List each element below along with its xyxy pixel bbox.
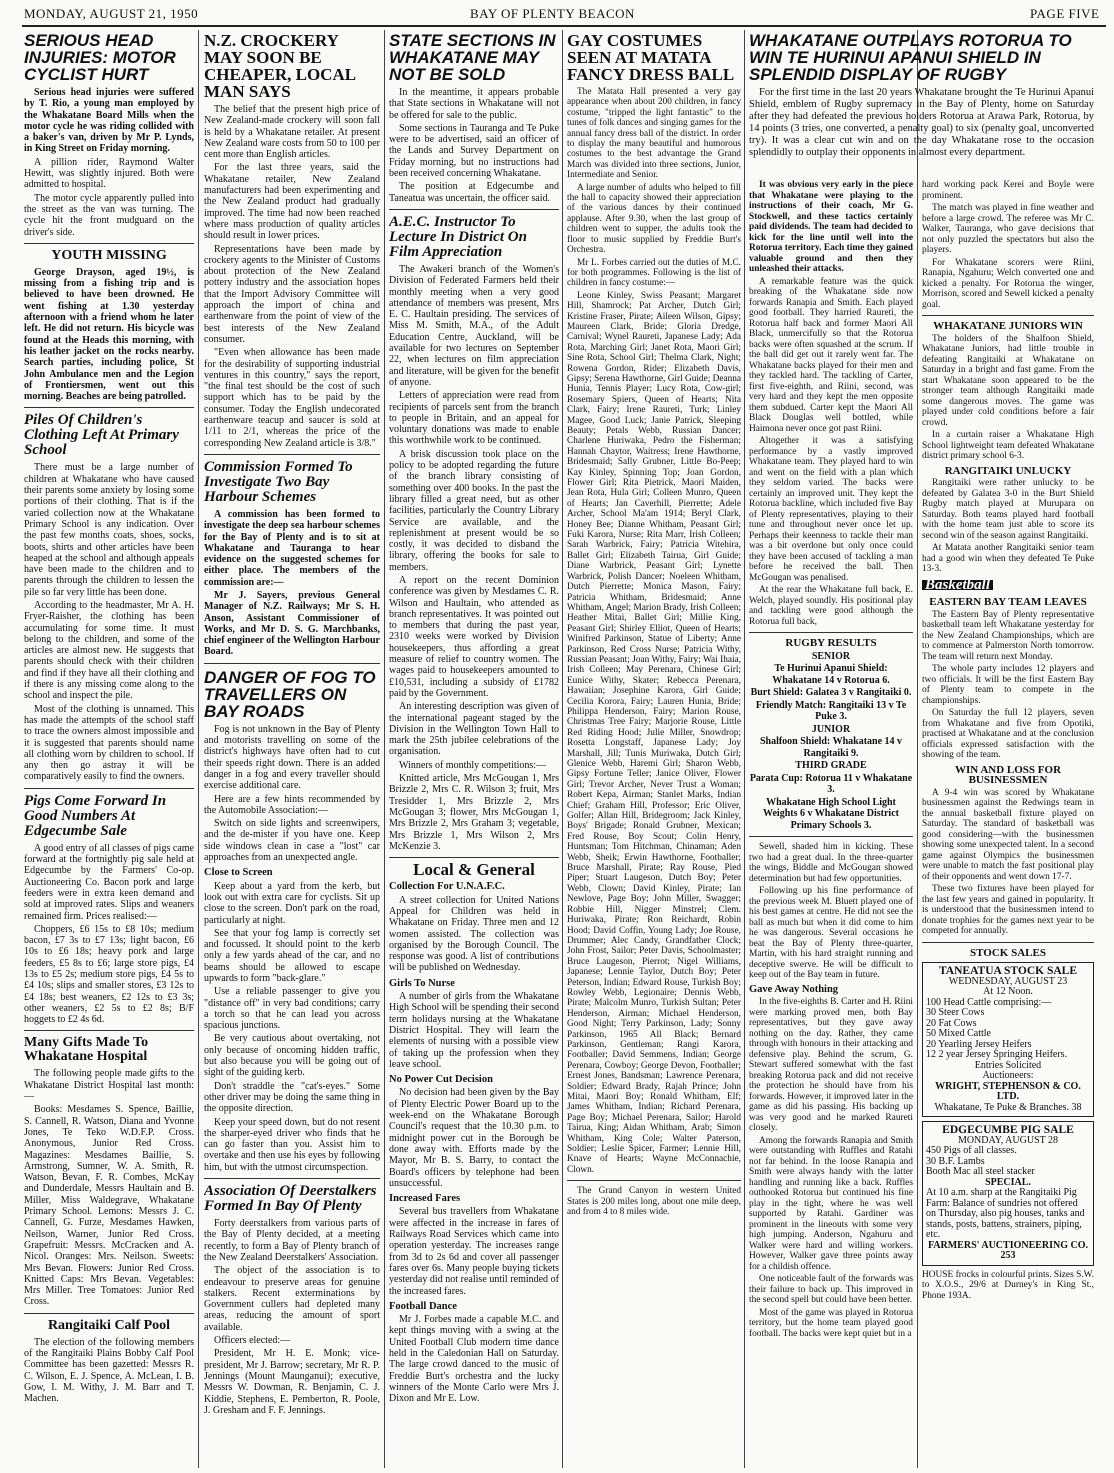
ad-company: FARMERS' AUCTIONEERING CO. 253	[927, 1239, 1089, 1261]
article-paragraph: A large number of adults who helped to fill the hall to capacity showed their appreciation of the various dances by their continued applause. After 9.30, when the last group of children went to supper, the adults took the floor to music supplied by Freddie Burt's Orchestra.	[567, 182, 741, 256]
article-paragraph: A report on the recent Dominion conference was given by Mesdames C. R. Wilson and Haultain, who attended as branch representatives. It was pointed out to members that during the past year, 2310 weeks were worked by Division housekeepers, thus affording a great measure of relief to country women. The wages paid to housekeepers amounted to £10,531, including a subsidy of £1782 paid by the Government.	[389, 574, 559, 699]
grade-label: THIRD GRADE	[795, 760, 867, 771]
article-separator	[204, 454, 380, 455]
article-paragraph: On Saturday the full 12 players, seven from Whakatane and five from Opotiki, practised at Whakatane and at the conclusion officials expressed satisfaction with the showing of the team.	[922, 708, 1094, 760]
article-paragraph: Knitted article, Mrs McGougan 1, Mrs Brizzle 2, Mrs C. R. Wilson 3; fruit, Mrs Tresidder 1, Mrs Brizzle 2, Mrs McGougan 3; flower, Mrs McGougan 1, Mrs Brizzle 2, Mrs Graham 3; vegetable, Mrs Brizzle 1, Mrs Wilson 2, Mrs McKenzie 3.	[389, 773, 559, 852]
article-paragraph: Altogether it was a satisfying performance by a vastly improved Whakatane team. They played hard to win and went on the field with a plan which they seldom varied. The backs were certainly an improved unit. They kept the Rotorua backline, which included five Bay of Plenty representatives, playing to their tune and throughout never once let up. Perhaps their keenness to tackle their man was a bit overdone but only once could they have been accused of tackling a man before he received the ball. Then McGougan was penalised.	[749, 436, 913, 583]
masthead	[0, 0, 1114, 22]
headline-harbour-commission: Commission Formed To Investigate Two Bay Harbour Schemes	[204, 458, 353, 505]
article-paragraph: In a curtain raiser a Whakatane High School lightweight team defeated Whakatane district primary school 6-3.	[922, 430, 1094, 461]
article-paragraph: Keep your speed down, but do not resent the sharper-eyed driver who finds that he can go faster than you. Assist him to overtake and then use his eyes by following him, but with the utmost circumspection.	[204, 1116, 380, 1173]
article-separator	[567, 1180, 741, 1181]
ad-entries: Entries Solicited	[974, 1059, 1042, 1071]
article-paragraph: At the rear the Whakatane full back, E. Welch, played soundly. His positional play and tackling were good although the Rotorua full back,	[749, 585, 913, 627]
issue-date: MONDAY, AUGUST 21, 1950	[24, 6, 199, 21]
article-separator	[24, 243, 194, 244]
article-paragraph: No decision had been given by the Bay of Plenty Electric Power Board up to the week-end on the Whakatane Borough Council's request that the 10.30 p.m. to midnight power cut in the Borough be done away with. Efforts made by the Mayor, Mr B. S. Barry, to contact the Board's officers by telephone had been unsuccessful.	[389, 1087, 559, 1189]
article-paragraph: Winners of monthly competitions:—	[399, 759, 547, 771]
headline-youth-missing: YOUTH MISSING	[51, 247, 167, 263]
masthead-rule	[22, 25, 1106, 27]
article-separator	[204, 1178, 380, 1179]
edgecumbe-pig-sale-ad	[922, 1121, 1094, 1266]
article-separator	[749, 632, 913, 633]
headline-hospital-gifts: Many Gifts Made To Whakatane Hospital	[24, 1035, 149, 1065]
article-paragraph: The position at Edgecumbe and Taneatua was uncertain, the officer said.	[389, 181, 559, 204]
article-paragraph: Forty deerstalkers from various parts of the Bay of Plenty decided, at a meeting recently, to form a Bay of Plenty branch of the New Zealand Deerstalkers' Association.	[204, 1218, 380, 1263]
article-paragraph: A commission has been formed to investigate the deep sea harbour schemes for the Bay of Plenty and is to sit at Whakatane and Tauranga to hear evidence on the suggested schemes for either place. The members of the commission are:—	[204, 508, 380, 588]
article-paragraph: The Awakeri branch of the Women's Division of Federated Farmers held their monthly meeting when a very good attendance of members was present, Mrs E. C. Haultain presiding. The services of Miss M. Smith, M.A., of the Adult Education Centre, Auckland, will be available for two lectures on September 22, when lectures on film appreciation and literature, will be given for the benefit of anyone.	[389, 263, 559, 388]
article-paragraph: One noticeable fault of the forwards was their failure to back up. This improved in the second spell but could have been better.	[749, 1274, 913, 1305]
ad-line: 20 Yearling Jersey Heifers	[926, 1038, 1032, 1050]
result-line: Burt Shield: Galatea 3 v Rangitaiki 0.	[750, 687, 912, 698]
article-separator	[204, 663, 380, 664]
article-separator	[922, 942, 1094, 943]
article-paragraph: A brisk discussion took place on the policy to be adopted regarding the future of the branch library consisting of something over 400 books. In the past the library filled a great need, but as other facilities, particularly the Country Library Service are available, and the replenishment at present would be so costly, it was decided to disband the library, offering the books for sale to members.	[389, 448, 559, 573]
headline-juniors-win: WHAKATANE JUNIORS WIN	[933, 320, 1083, 332]
article-paragraph: An interesting description was given of the international pageant staged by the Division in the Wellington Town Hall to mark the 25th jubilee celebrations of the organisation.	[389, 701, 559, 758]
grade-label: JUNIOR	[811, 723, 851, 735]
article-paragraph: Be very cautious about overtaking, not only because of oncoming hidden traffic, but also because you will be going out of sight of the guiding kerb.	[204, 1033, 380, 1079]
column-2	[204, 30, 380, 1468]
ad-special: SPECIAL.	[985, 1176, 1031, 1188]
article-paragraph: Serious head injuries were suffered by T. Rio, a young man employed by the Whakatane Board Mills when the motor cycle he was riding collided with a baker's van, driven by Mr P. Lynds, in King Street on Friday morning.	[24, 87, 194, 155]
article-paragraph: Books: Mesdames S. Spence, Baillie, S. Cannell, R. Watson, Diana and Yvonne Jones, Te Teko W.D.F.P. Cross. Anonymous, Junior Red Cross. Magazines: Mesdames Baillie, S. Armstrong, Sumner, W. A. Smith, R. Watson, Bevan, F. R. Combes, McKay and Dunderdale, Messrs Haultain and B. Miller, Miss Waldegrave, Whakatane Primary School. Lemons: Messrs J. C. Cannell, G. Furze, Mesdames Hawken, Neilson, Warner, Junior Red Cross. Grapefruit: Messrs. McCracken and A. Nicol. Oranges: Mrs. Neilson. Sweets: Mrs Bevan. Flowers: Junior Red Cross. Knitted Caps: Mrs Bevan. Vegetables: Mrs Miller. Tree Tomatoes: Junior Red Cross.	[24, 1104, 194, 1308]
classified-ad: HOUSE frocks in colourful prints. Sizes S.W. to X.O.S., 29/6 at Durney's in King St., Phone 193A.	[922, 1269, 1094, 1301]
article-paragraph: Here are a few hints recommended by the Automobile Association:—	[204, 793, 380, 816]
headline-state-sections: STATE SECTIONS IN WHAKATANE MAY NOT BE SOLD	[389, 31, 556, 84]
article-paragraph: The holders of the Shalfoon Shield, Whakatane Juniors, had little trouble in defeating Rangitaiki at Whakatane on Saturday in a bright and fast game. From the start Whakatane soon appeared to be the stronger team although Rangitaiki made some dangerous moves. The game was played under cold conditions before a fair crowd.	[922, 333, 1094, 428]
article-paragraph: President, Mr H. E. Monk; vice-president, Mr J. Barrow; secretary, Mr R. P. Jennings (Mount Maunganui); executive, Messrs W. Dowman, R. Benjamin, C. J. Kiddie, Stephens, E. Pemberton, R. Poole, J. Gresham and F. F. Jennings.	[204, 1348, 380, 1416]
rugby-lead: For the first time in the last 20 years Whakatane brought the Te Hurinui Apanui Shield, emblem of Rugby supremacy in the Bay of Plenty, home on Saturday after they had defeated the previous holders Rotorua at Arawa Park, Rotorua, by 14 points (3 tries, one converted, a penalty goal) to six (penalty goal, unconverted try). It was a clear cut win and on the day Whakatane rose to the occasion splendidly to outplay their opponents in almost every department.	[749, 87, 1094, 158]
article-paragraph: Mr J. Sayers, previous General Manager of N.Z. Railways; Mr S. H. Anson, Assistant Commissioner of Works, and Mr D. S. G. Marchbanks, chief engineer of the Wellington Harbour Board.	[204, 589, 380, 658]
headline-pigs-sale: Pigs Come Forward In Good Numbers At Edgecumbe Sale	[24, 792, 167, 839]
column-divider	[384, 30, 385, 1468]
result-line: Te Hurinui Apanui Shield: Whakatane 14 v Rotorua 6.	[772, 663, 890, 686]
ad-line: 450 Pigs of all classes.	[926, 1145, 1017, 1156]
article-paragraph: Mr J. Forbes made a capable M.C. and kept things moving with a swing at the United Football Club modern time dance held in the Caledonian Hall on Saturday. The large crowd danced to the music of Freddie Burt's orchestra and the lucky winners of the Monte Carlo were Mrs J. Dixon and Mr E. Low.	[389, 1314, 559, 1405]
rugby-results-title: RUGBY RESULTS	[785, 637, 877, 649]
subheading: Gave Away Nothing	[749, 983, 839, 995]
article-paragraph: Some sections in Tauranga and Te Puke were to be advertised, said an officer of the Lands and Survey Department on Friday morning, but no instructions had been received concerning Whakatane.	[389, 122, 559, 180]
article-paragraph: Use a reliable passenger to give you "distance off" in very bad conditions; carry a torch so that he can lead you across spacious junctions.	[204, 986, 380, 1032]
ad-company: WRIGHT, STEPHENSON & CO. LTD.	[935, 1080, 1081, 1102]
article-paragraph: The Matata Hall presented a very gay appearance when about 200 children, in fancy costume, "tripped the light fantastic" to the tunes of folk dances and singing games for the annual fancy dress ball of the district. In order to display the many beautiful and humorous costumes to the best advantage the Grand March was divided into three sections, Junior, Intermediate and Senior.	[567, 87, 741, 181]
grade-label: SENIOR	[811, 650, 851, 662]
article-paragraph: For Whakatane scorers were Riini, Ranapia, Ngahuru; Welch converted one and kicked a penalty. For Rotorua the winger, Morrison, scored and Sewell kicked a penalty goal.	[922, 257, 1094, 310]
article-separator	[389, 209, 559, 210]
paper-name: BAY OF PLENTY BEACON	[470, 6, 635, 21]
article-paragraph: A pillion rider, Raymond Walter Hewitt, was slightly injured. Both were admitted to hospital.	[24, 156, 194, 191]
headline-aec-instructor: A.E.C. Instructor To Lecture In District On Film Appreciation	[389, 213, 527, 260]
article-paragraph: Don't straddle the "cat's-eyes." Some other driver may be doing the same thing in the opposite direction.	[204, 1080, 380, 1115]
article-separator	[24, 788, 194, 789]
article-paragraph: A 9-4 win was scored by Whakatane businessmen against the Redwings team in the annual basketball fixture played on Saturday. The standard of basketball was good considering—with the businessmen showing some unexpected talent. In a second game against Olympics the businessmen were unable to match the fast positional play of their opponents and went down 17-7.	[922, 787, 1094, 882]
article-paragraph: The belief that the present high price of New Zealand-made crockery will soon fall is held by a Whakatane retailer. At present New Zealand ware costs from 50 to 100 per cent more than English articles.	[204, 104, 380, 161]
local-and-general-heading: Local & General	[413, 860, 535, 880]
article-separator	[389, 857, 559, 858]
headline-eastern-bay-team: EASTERN BAY TEAM LEAVES	[929, 596, 1087, 608]
article-paragraph: George Drayson, aged 19½, is missing from a fishing trip and is believed to have been drowned. He went fishing at 1.30 yesterday afternoon with a friend whom he later left. He did not return. His bicycle was found at the Heads this morning, with his leather jacket on the rocks nearby. Search parties, including police, St John Ambulance men and the Legion of Frontiersmen, went out this morning. Beaches are being patrolled.	[24, 266, 194, 403]
ad-line: 20 Fat Cows	[926, 1017, 977, 1029]
ad-line: 12 2 year Jersey Springing Heifers.	[926, 1049, 1068, 1060]
article-paragraph: The motor cycle apparently pulled into the street as the van was turning. The cycle hit the front mudguard on the driver's side.	[24, 192, 194, 238]
subheading: Collection For U.N.A.F.C.	[389, 881, 505, 893]
article-paragraph: It was obvious very early in the piece that Whakatane were playing to the instructions of their coach, Mr G. Stockwell, and these tactics certainly paid dividends. The team had decided to kick for the line until well into the Rotorua territory. Each time they gained valuable ground and then they unleashed their attacks.	[749, 180, 913, 274]
column-5	[749, 180, 913, 1468]
article-paragraph: Most of the clothing is unnamed. This has made the attempts of the school staff to trace the owners almost impossible and it is suggested that parents should name all clothing worn by children to school. If any then go astray it will be comparatively easily to find the owners.	[24, 703, 194, 783]
article-separator	[749, 836, 913, 837]
ad-date: WEDNESDAY, AUGUST 23	[948, 975, 1068, 987]
article-separator	[922, 315, 1094, 316]
result-line: Shalfoon Shield: Whakatane 14 v Rangitaiki 9.	[759, 736, 903, 759]
stock-sales-heading: STOCK SALES	[970, 946, 1046, 959]
ad-line: 30 B.F. Lambs	[926, 1155, 985, 1167]
rugby-results-box	[749, 638, 913, 831]
page-number: PAGE FIVE	[1030, 6, 1100, 21]
article-paragraph: Letters of appreciation were read from recipients of parcels sent from the branch to people in Britain, and an appeal for voluntary donations was made to enable this worthwhile work to be continued.	[389, 390, 559, 447]
article-paragraph: Keep about a yard from the kerb, but look out with extra care for cyclists. Sit up close to the screen. Don't park on the road, particularly at night.	[204, 880, 380, 926]
article-separator	[24, 1313, 194, 1314]
ad-title: EDGECUMBE PIG SALE	[942, 1124, 1074, 1136]
subheading: Increased Fares	[389, 1193, 461, 1205]
article-paragraph: In the five-eighths B. Carter and H. Riini were marking proved men, both Bay representatives, but they gave away nothing on the day. Rather, they came through with honours in their attacking and defensive play. Behind the scrum, G. Stewart suffered somewhat with the fast breaking Rotorua pack and did not receive the protection he should have from his forwards. However, it improved later in the game as did his passing. His backing up was very good and he marked Raureti closely.	[749, 997, 913, 1133]
headline-matata-ball: GAY COSTUMES SEEN AT MATATA FANCY DRESS BALL	[567, 31, 735, 84]
subheading: No Power Cut Decision	[389, 1074, 493, 1086]
headline-calf-pool: Rangitaiki Calf Pool	[47, 1317, 171, 1333]
article-paragraph: Sewell, shaded him in kicking. These two had a great dual. In the three-quarter the wings, Biddle and McGougan showed determination but had few opportunities.	[749, 842, 913, 884]
basketball-heading: Basketball	[922, 580, 993, 591]
result-line: Friendly Match: Rangitaiki 13 v Te Puke 3.	[755, 699, 907, 722]
column-6	[922, 180, 1094, 1468]
taneatua-stock-sale-ad	[922, 962, 1094, 1117]
article-paragraph: These two fixtures have been played for the last few years and gained in popularity. It is understood that the businessmen intend to donate trophies for the games next year to be competed for annually.	[922, 884, 1094, 936]
headline-childrens-clothing: Piles Of Children's Clothing Left At Primary School	[24, 412, 179, 459]
column-1	[24, 30, 194, 1468]
article-paragraph: A good entry of all classes of pigs came forward at the fortnightly pig sale held at Edgecumbe by the Farmers' Co-op. Auctioneering Co. Bacon pork and large feeders were in extra keen demand and sold at improved rates. Slips and weaners remained firm. Prices realised:—	[24, 842, 194, 922]
article-separator	[24, 407, 194, 408]
headline-crockery: N.Z. CROCKERY MAY SOON BE CHEAPER, LOCAL MAN SAYS	[204, 31, 356, 101]
filler-paragraph: The Grand Canyon in western United States is 200 miles long, about one mile deep, and from 4 to 8 miles wide.	[567, 1186, 741, 1218]
article-paragraph: Switch on side lights and screenwipers, and the de-mister if you have one. Keep side windows clean in case a "lost" car approaches from an unexpected angle.	[204, 818, 380, 864]
ad-line: 100 Head Cattle comprising:—	[926, 996, 1052, 1008]
headline-head-injuries: SERIOUS HEAD INJURIES: MOTOR CYCLIST HURT	[24, 31, 176, 84]
ad-auctioneers-label: Auctioneers:	[982, 1070, 1034, 1081]
article-paragraph: The Eastern Bay of Plenty representative basketball team left Whakatane yesterday for the New Zealand Championships, which are to commence at Palmerston North tomorrow. The team will return next Monday.	[922, 609, 1094, 662]
article-paragraph: In the meantime, it appears probable that State sections in Whakatane will not be offered for sale to the public.	[389, 87, 559, 121]
headline-businessmen: WIN AND LOSS FOR BUSINESSMEN	[954, 763, 1062, 786]
article-paragraph: Choppers, £6 15s to £8 10s; medium bacon, £7 3s to £7 13s; light bacon, £6 10s to £6 18s; heavy pork and large feeders, £5 8s to £6; large store pigs, £4 13s to £5 2s; medium store pigs, £4 5s to £4 10s; slips and smaller stores, £3 12s to £4 18s; best weaners, £2 12s to £3 3s; other weaners, £2 5s to £2 8s; B/F hoggets to £2 4s 6d.	[24, 923, 194, 1026]
subheading: Close to Screen	[204, 867, 273, 879]
costume-list: Leone Kinley, Swiss Peasant; Margaret Hill, Shamrock; Pat Archer, Dutch Girl; Kristine Fraser, Pirate; Aileen Wilson, Gipsy; Maureen Clark, Bride; Gloria Dredge, Carnival; Wynel Raureti, Japanese Lady; Ada Rota, Marching Girl; Janet Rota, Maori Girl; Sine Rota, School Girl; Thelma Clark, Night; Rowena Gordon, Rider; Elizabeth Davis, Gipsy; Serena Hawthorne, Girl Guide; Deanna Hunia, Tennis Player; Lucy Rota, Cow-girl; Rosemary Spiers, Queen of Hearts; Nita Clark, Fairy; Irene Raureti, Turk; Linley Magee, Good Luck; Janie Patrick, Sleeping Beauty; Petals Webb, Russian Dancer; Charlene Huriwaka, Pedro the Fisherman; Hannah Chaytor, Waitress; Irene Hawthorne, Bridesmaid; Sally Grubner, Little Bo-Peep; Kay Kinley, Spinning Top; Joan Gordon, Flower Girl; Rita Pietrick, Maori Maiden, Jean Rota, Hula Girl; Colleen Munro, Queen of Hearts; Jan Caverhill, Pierrette; Adele Archer, School Ma'am 1914; Beryl Clark, Honey Bee; Dianne Whitham, Peasant Girl; Fuki Karora, Nurse; Rita Marr, Irish Colleen; Sarah Warbrick, Fairy; Patricia Witehira, Ballet Girl; Elizabeth Tairua, Girl Guide; Diane Warbrick, Peasant Girl; Lynette Warbrick, Polish Dancer; Noeleen Whitham, Dutch Pierrette; Monica Mason, Fairy; Patricia Whitham, Bridesmaid; Anne Whitham, Angel; Marion Brady, Irish Colleen; Heather Mitai, Ballet Girl; Millie King, Peasant Girl; Shirley Elliot, Queen of Hearts; Winifred Parkinson, Statue of Liberty; Anne Parkinson, Red Cross Nurse; Patricia Withy, Russian Peasant; Joan Withy, Fairy; Wai Ihaia, Irish Colleen; May Perenara, Chinese Girl; Eunice Withy, Skater; Rebecca Perenara, Hawaiian; Josephine Karora, Girl Guide; Cecilia Korora, Fairy; Lauren Hunia, Bride; Philippa Henderson, Fairy; Marion Rouse, Christmas Tree Fairy; Marjorie Rouse, Little Red Riding Hood; Julie Miller, Snowdrop; Rosetta Longstaff, Japanese Lady; Joy Marshall, Jill; Tunis Muriwaka, Dutch Girl; Glenice Webb, Haremi Girl; Sharon Webb, Gipsy Fortune Teller; Janice Oliver, Flower Girl; Trevor Archer, Never Trust a Woman; Robert Kepa, Airman; Stanlet Marks, Indian Chief; Graham Hill, Professor; Eric Oliver, Golfer; Allan Hill, Bridegroom; Jack Kinley, Boys' Brigade; Ronald Grubner, Mexican; Fred Rouse, Boy Scout; Colin Henry, Huntsman; Tom Hitchman, Chinaman; Aden Webb, Sheik; Erwin Hawthorne, Footballer; Bruce Marshall, Pirate; Ray Rouse, Pied Piper; Stuart Laugeson, Dutch Boy; Peter Webb, Clown; David Kinley, Pirate; Ian Newlove, Page Boy; John Miller, Swagger; Robbie Hill, Nigger Minstrel; Clem. Huriwaka, Pirate; Ron Reichardt, Robin Hood; David Coffin, Young Lady; Joe Rouse, Drummer; Alec Candy, Grandfather Clock; John Frost, Sailor; Peter Davis, Schoolmaster; Bruce Laugeson, Pierrot; Nigel Williams, Japanese; Lennie Taylor, Dutch Boy; Peter Peterson, Indian; Edward Rouse, Turkish Boy; Rowley Webb, Legionaire; Dennis Webb, Pirate; Malcolm Munro, Turkish Sultan; Peter Henderson, Airman; Michael Henderson, Good Night; Terry Parkinson, Lady; Sonny Parkinson, 1965 All Black; Bernard Parkinson, Gentleman; Rangi Karora, Footballer; David Semmens, Indian; George Perenara, Cowboy; George Devon, Footballer; Ernest Jones, Bandsman; Lawrence Perenara, Soldier; Edward Brady, Rajah Prince; John Mitai, Maori Boy; Ronald Whitham, Elf; James Whitham, Indian; Richard Perenara, Page Boy; Michael Perenara, Sailor; Harold Tairua, King; Aidan Whitham, Arab; Simon Whitham, King Cole; Walter Paterson, Soldier; Leslie Spicer, Farmer; Lennie Hill, Knave of Hearts; Wayne McConnachie, Clown.	[567, 290, 741, 1175]
article-paragraph: A number of girls from the Whakatane High School will be spending their second term holidays nursing at the Whakatane District Hospital. They will learn the elements of nursing with a possible view of taking up the profession when they leave school.	[389, 991, 559, 1070]
column-3	[389, 30, 559, 1468]
article-paragraph: A remarkable feature was the quick breaking of the Whakatane side now forwards Ranapia and Smith. Each played good football. They harried Raureti, the Rotorua half back and former Maori All Black, unmercifully so that the Rotorua backs were often squashed at the scrum. If the ball did get out it rarely went far. The Whakatane backs played for their men and they tackled hard. The tackling of Carter, first five-eighth, and Riini, second, was very hard and they kept the men opposite them subdued. Carter kept the Maori All Black Douglas well bottled, while Haimona never once got past Riini.	[749, 276, 913, 434]
column-divider	[744, 30, 745, 1468]
article-paragraph: At Matata another Rangitaiki senior team had a good win when they defeated Te Puke 13-3.	[922, 543, 1094, 574]
ad-line: 30 Steer Cows	[926, 1007, 985, 1018]
ad-date: MONDAY, AUGUST 28	[957, 1134, 1059, 1146]
ad-line: 50 Mixed Cattle	[926, 1028, 991, 1039]
rugby-header-block	[749, 30, 1094, 170]
article-paragraph: There must be a large number of children at Whakatane who have caused their parents some anxiety by losing some portions of their clothing. That is if the varied collection now at the Whakatane Primary School is any indication. Over the past few months coats, shoes, socks, boots, shirts and other articles have been heaped at the school and although appeals have been made to the children and to parents through the children to lessen the pile so far very little has been done.	[24, 462, 194, 598]
subheading: Football Dance	[389, 1300, 457, 1312]
ad-places: Whakatane, Te Puke & Branches. 38	[934, 1101, 1082, 1113]
article-paragraph: The election of the following members of the Rangitaiki Plains Bobby Calf Pool Committee has been gazetted: Messrs R. C. Wilson, E. J. Spence, A. McLean, I. B. Gow, I. M. Withy, J. M. Barr and T. Machen.	[24, 1336, 194, 1405]
ad-line: Booth Mac all steel stacker	[926, 1166, 1035, 1177]
article-paragraph: A street collection for United Nations Appeal for Children was held in Whakatane on Friday. Three men and 12 women assisted. The collection was organised by the Borough Council. The response was good. A list of contributions will be published on Wednesday.	[389, 894, 559, 974]
article-paragraph: For the last three years, said the Whakatane retailer, New Zealand manufacturers had been experimenting and the New Zealand product had gradually improved. The time had now been reached where mass production of quality articles should result in lower prices.	[204, 162, 380, 242]
ad-title: TANEATUA STOCK SALE	[938, 965, 1078, 977]
article-paragraph: Mr L. Forbes carried out the duties of M.C. for both programmes. Following is the list of children in fancy costume:—	[567, 257, 741, 289]
subheading: Girls To Nurse	[389, 977, 455, 989]
headline-rugby: WHAKATANE OUTPLAYS ROTORUA TO WIN TE HURINUI APANUI SHIELD IN SPLENDID DISPLAY OF RUGBY	[749, 31, 1072, 84]
column-divider	[917, 30, 918, 1468]
article-paragraph: Officers elected:—	[214, 1335, 291, 1347]
article-paragraph: The object of the association is to endeavour to preserve areas for genuine stalkers. Recent exterminations by Government cullers had depleted many areas, reducing the amount of sport available.	[204, 1265, 380, 1333]
article-paragraph: The whole party includes 12 players and two officials. It will be the first Eastern Bay of Plenty team to compete in the championships.	[922, 664, 1094, 706]
headline-fog-danger: DANGER OF FOG TO TRAVELLERS ON BAY ROADS	[204, 667, 376, 721]
article-paragraph: The match was played in fine weather and before a large crowd. The referee was Mr C. Walker, Tauranga, who gave decisions that not only puzzled the spectators but also the players.	[922, 203, 1094, 255]
article-paragraph: Representations have been made by crockery agents to the Minister of Customs about protection of the New Zealand pottery industry and the association hopes that the Import Advisory Committee will approach the import of china and earthenware from the point of view of the best interests of the New Zealand consumer.	[204, 243, 380, 345]
result-line: Parata Cup: Rotorua 11 v Whakatane 3.	[749, 772, 913, 795]
article-paragraph: Among the forwards Ranapia and Smith were outstanding with Ruffles and Ratahi not far behind. In the loose Ranapia and Smith were always handy with the latter handling and running like a back. Ruffles outhooked Rotorua but continued his fine play in the tight, where he was well supported by Ratahi. Gardiner was prominent in the lineouts with some very high jumping. Anderson, Ngahuru and Walker were hard and willing workers. However, Walker gave three points away for a childish offence.	[749, 1135, 913, 1272]
article-paragraph: Most of the game was played in Rotorua territory, but the home team played good football. The backs were kept quiet but in a	[749, 1307, 913, 1339]
article-paragraph: According to the headmaster, Mr A. H. Fryer-Raisher, the clothing has been accumulating for some time. It must belong to the children, and some of the articles are almost new. He suggests that parents should check with their children and find if they have all their clothing and if there is any missing come along to the school and inspect the pile.	[24, 599, 194, 702]
article-paragraph: "Even when allowance has been made for the desirability of supporting industrial ventures in this country," says the report, "the final test should be the cost of such support which has to be paid by the consumer. Today the English undecorated earthenware teacup and saucer is sold at 1/11 to 2/1, whereas the price of the corresponding New Zealand article is 3/8."	[204, 347, 380, 449]
column-divider	[562, 30, 563, 1468]
headline-rangitaiki-unlucky: RANGITAIKI UNLUCKY	[944, 464, 1072, 477]
ad-time: At 12 Noon.	[983, 986, 1033, 997]
column-divider	[198, 30, 199, 1468]
article-paragraph: See that your fog lamp is correctly set and focussed. It should point to the kerb only a few yards ahead of the car, and no beams should be allowed to escape upwards to form "back-glare."	[204, 927, 380, 984]
article-paragraph: The following people made gifts to the Whakatane District Hospital last month:—	[24, 1068, 194, 1103]
result-line: Whakatane High School Light Weights 6 v Whakatane District Primary Schools 3.	[763, 796, 899, 831]
article-paragraph: Several bus travellers from Whakatane were affected in the increase in fares of Railways Road Services which came into operation yesterday. The increases range from 3d to 2s 6d and cover all passenger fares over 6s. Many people buying tickets yesterday did not realise until reminded of the increased fares.	[389, 1206, 559, 1297]
article-separator	[24, 1030, 194, 1031]
headline-deerstalkers: Association Of Deerstalkers Formed In Bay Of Plenty	[204, 1183, 377, 1215]
ad-line: At 10 a.m. sharp at the Rangitaiki Pig Farm: Balance of sundries not offered on Thursday, also pig houses, tanks and stands, posts, battens, strainers, piping, etc.	[926, 1187, 1085, 1240]
column-4	[567, 30, 741, 1468]
article-paragraph: hard working pack Kerei and Boyle were prominent.	[922, 180, 1094, 201]
article-paragraph: Rangitaiki were rather unlucky to be defeated by Galatea 3-0 in the Burt Shield Rugby match played at Murupara on Saturday. Both teams played hard football with the home team just able to score its second win of the season against Rangitaiki.	[922, 478, 1094, 541]
article-paragraph: Fog is not unknown in the Bay of Plenty and motorists travelling on some of the district's highways have often had to cut their speeds right down. There is an added danger in a fog and every traveller should exercise additional care.	[204, 723, 380, 792]
article-paragraph: Following up his fine performance of the previous week M. Bluett played one of his best games at centre. He did not see the ball as much but when it did come to him he was dangerous. Several occasions he beat the Bay of Plenty three-quarter, Martin, with his hard straight running and deceptive swerve. He will be difficult to keep out of the Bay team in future.	[749, 886, 913, 980]
